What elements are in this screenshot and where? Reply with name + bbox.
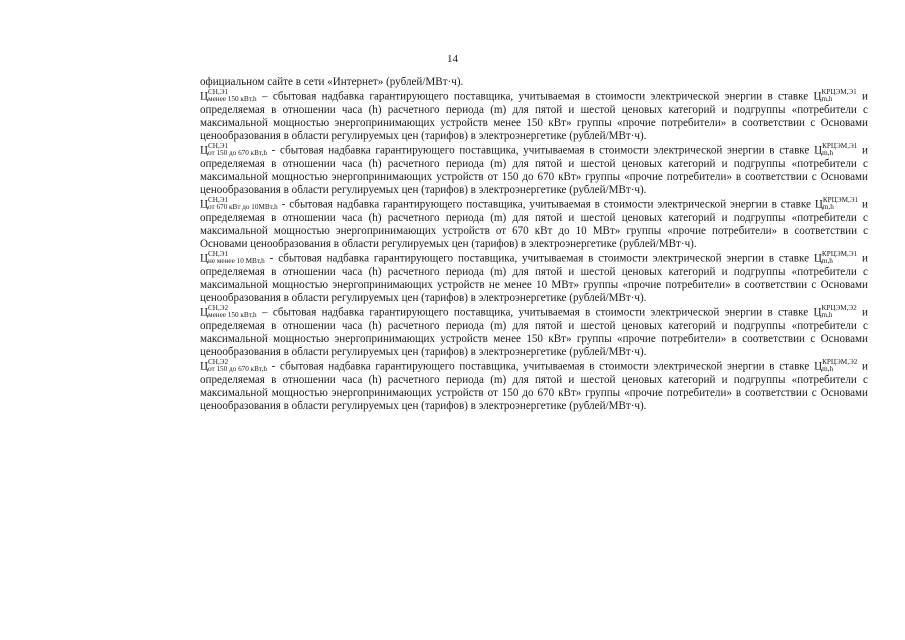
definition-text: сбытовая надбавка гарантирующего поставщика, учитываемая в стоимости электрической энергии в ставке xyxy=(280,144,815,157)
tariff-symbol-subscript: от 150 до 670 кВт,h xyxy=(208,365,267,373)
definition-dash: - xyxy=(266,360,281,373)
intro-text: официальном сайте в сети «Интернет» (рублей/МВт·ч). xyxy=(200,76,464,88)
definition-text: сбытовая надбавка гарантирующего поставщика, учитываемая в стоимости электрической энергии в ставке xyxy=(278,252,814,265)
definition-text-continued: и определяемая в отношении часа (h) расчетного периода (m) для пятой и шестой ценовых категорий и подгруппы «потребители с максимальной мощностью энергопринимающих устройств от 150 до 670 кВт» группы «прочие потребители» в соответствии с Основами ценообразования в области регулируемых цен (тарифов) в электроэнергетике (рублей/МВт·ч). xyxy=(200,360,868,412)
tariff-symbol-superscript: СН,Э1 xyxy=(208,88,229,96)
page-number: 14 xyxy=(447,53,458,65)
tariff-symbol xyxy=(200,252,265,266)
definitions-list xyxy=(200,90,868,413)
rate-symbol-indices xyxy=(821,89,856,103)
definition-text-continued: и определяемая в отношении часа (h) расчетного периода (m) для пятой и шестой ценовых категорий и подгруппы «потребители с максимальной мощностью энергопринимающих устройств от 150 до 670 кВт» группы «прочие потребители» в соответствии с Основами ценообразования в области регулируемых цен (тарифов) в электроэнергетике (рублей/МВт·ч). xyxy=(200,144,868,196)
definition-paragraph xyxy=(200,306,868,359)
tariff-symbol-superscript: СН,Э1 xyxy=(208,196,229,204)
tariff-symbol-base: Ц xyxy=(200,144,209,157)
rate-symbol-superscript: КРЦЭМ,Э1 xyxy=(821,250,858,258)
rate-symbol xyxy=(813,90,856,104)
document-body xyxy=(200,76,868,414)
definition-paragraph xyxy=(200,198,868,251)
tariff-symbol-indices xyxy=(208,143,267,157)
tariff-symbol-indices xyxy=(208,305,257,319)
rate-symbol-base: Ц xyxy=(814,198,823,211)
definition-text-continued: и определяемая в отношении часа (h) расчетного периода (m) для пятой и шестой ценовых категорий и подгруппы «потребители с максимальной мощностью энергопринимающих устройств не менее 10 МВт» группы «прочие потребители» в соответствии с Основами ценообразования в области регулируемых цен (тарифов) в электроэнергетике (рублей/МВт·ч). xyxy=(200,252,868,304)
tariff-symbol-subscript: не менее 10 МВт,h xyxy=(208,257,265,265)
tariff-symbol-superscript: СН,Э2 xyxy=(208,358,229,366)
tariff-symbol-base: Ц xyxy=(200,306,209,319)
rate-symbol xyxy=(814,144,857,158)
definition-text: сбытовая надбавка гарантирующего поставщика, учитываемая в стоимости электрической энергии в ставке xyxy=(272,306,814,319)
rate-symbol xyxy=(814,360,857,374)
rate-symbol xyxy=(814,252,857,266)
definition-text-continued: и определяемая в отношении часа (h) расчетного периода (m) для пятой и шестой ценовых категорий и подгруппы «потребители с максимальной мощностью энергопринимающих устройств менее 150 кВт» группы «прочие потребители» в соответствии с Основами ценообразования в области регулируемых цен (тарифов) в электроэнергетике (рублей/МВт·ч). xyxy=(200,90,868,142)
rate-symbol-subscript: m,h xyxy=(822,149,834,157)
rate-symbol-subscript: m,h xyxy=(822,203,834,211)
rate-symbol-superscript: КРЦЭМ,Э1 xyxy=(821,88,857,96)
definition-dash: – xyxy=(256,90,273,103)
rate-symbol-base: Ц xyxy=(813,90,822,103)
definition-text-continued: и определяемая в отношении часа (h) расчетного периода (m) для пятой и шестой ценовых категорий и подгруппы «потребители с максимальной мощностью энергопринимающих устройств от 670 кВт до 10 МВт» группы «прочие потребители» в соответствии с Основами ценообразования в области регулируемых цен (тарифов) в электроэнергетике (рублей/МВт·ч). xyxy=(200,198,868,250)
tariff-symbol xyxy=(200,360,267,374)
tariff-symbol-base: Ц xyxy=(200,360,209,373)
rate-symbol-superscript: КРЦЭМ,Э2 xyxy=(821,304,857,312)
tariff-symbol-superscript: СН,Э2 xyxy=(208,304,229,312)
rate-symbol-base: Ц xyxy=(813,252,822,265)
definition-dash: - xyxy=(266,144,281,157)
rate-symbol xyxy=(813,306,856,320)
rate-symbol-subscript: m,h xyxy=(821,95,833,103)
tariff-symbol-indices xyxy=(208,251,265,265)
definition-text: сбытовая надбавка гарантирующего поставщика, учитываемая в стоимости электрической энергии в ставке xyxy=(272,90,814,103)
rate-symbol-indices xyxy=(822,359,857,373)
tariff-symbol-subscript: от 670 кВт до 10МВт,h xyxy=(208,203,278,211)
definition-dash: - xyxy=(277,198,290,211)
rate-symbol-subscript: m,h xyxy=(822,365,834,373)
rate-symbol-indices xyxy=(823,197,858,211)
tariff-symbol-subscript: от 150 до 670 кВт,h xyxy=(208,149,267,157)
tariff-symbol-superscript: СН,Э1 xyxy=(208,142,229,150)
rate-symbol-base: Ц xyxy=(814,144,823,157)
tariff-symbol-base: Ц xyxy=(200,252,209,265)
definition-dash: – xyxy=(256,306,273,319)
tariff-symbol-indices xyxy=(208,197,278,211)
tariff-symbol-indices xyxy=(208,359,267,373)
rate-symbol-subscript: m,h xyxy=(821,311,833,319)
tariff-symbol xyxy=(200,306,257,320)
tariff-symbol-base: Ц xyxy=(200,198,209,211)
rate-symbol-base: Ц xyxy=(813,306,822,319)
rate-symbol-indices xyxy=(821,305,856,319)
tariff-symbol-base: Ц xyxy=(200,90,209,103)
tariff-symbol-subscript: менее 150 кВт,h xyxy=(208,95,257,103)
tariff-symbol-superscript: СН,Э1 xyxy=(208,250,229,258)
rate-symbol-superscript: КРЦЭМ,Э2 xyxy=(822,358,858,366)
definition-paragraph xyxy=(200,144,868,197)
rate-symbol-superscript: КРЦЭМ,Э1 xyxy=(822,142,858,150)
definition-text-continued: и определяемая в отношении часа (h) расчетного периода (m) для пятой и шестой ценовых категорий и подгруппы «потребители с максимальной мощностью энергопринимающих устройств менее 150 кВт» группы «прочие потребители» в соответствии с Основами ценообразования в области регулируемых цен (тарифов) в электроэнергетике (рублей/МВт·ч). xyxy=(200,306,868,358)
tariff-symbol xyxy=(200,144,267,158)
rate-symbol-subscript: m,h xyxy=(821,257,833,265)
definition-paragraph xyxy=(200,90,868,143)
tariff-symbol-subscript: менее 150 кВт,h xyxy=(208,311,257,319)
tariff-symbol-indices xyxy=(208,89,257,103)
tariff-symbol xyxy=(200,90,257,104)
definition-text: сбытовая надбавка гарантирующего поставщика, учитываемая в стоимости электрической энергии в ставке xyxy=(289,198,815,211)
rate-symbol-indices xyxy=(822,251,857,265)
rate-symbol xyxy=(815,198,858,212)
definition-dash: - xyxy=(264,252,279,265)
rate-symbol-base: Ц xyxy=(814,360,823,373)
rate-symbol-superscript: КРЦЭМ,Э1 xyxy=(822,196,859,204)
definition-paragraph xyxy=(200,252,868,305)
rate-symbol-indices xyxy=(822,143,857,157)
tariff-symbol xyxy=(200,198,278,212)
definition-paragraph xyxy=(200,360,868,413)
definition-text: сбытовая надбавка гарантирующего поставщика, учитываемая в стоимости электрической энергии в ставке xyxy=(280,360,815,373)
